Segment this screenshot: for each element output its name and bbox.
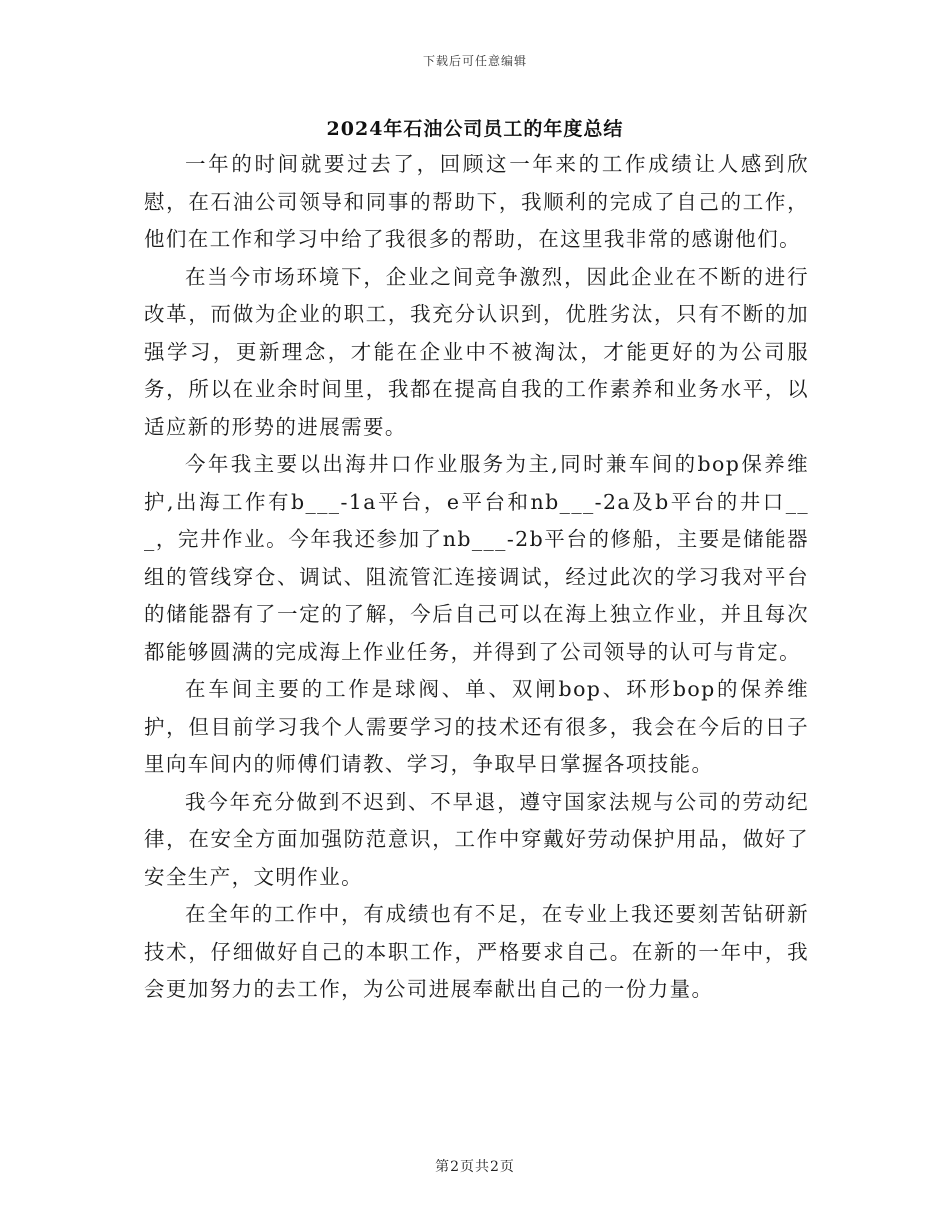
paragraph-6: 在全年的工作中，有成绩也有不足，在专业上我还要刻苦钻研新技术，仔细做好自己的本职工作，严格要求自己。在新的一年中，我会更加努力的去工作，为公司进展奉献出自己的一份力量。	[144, 902, 809, 1001]
page-indicator: 第2页共2页	[435, 1159, 515, 1175]
header-note: 下载后可任意编辑	[422, 54, 527, 68]
paragraph-5: 我今年充分做到不迟到、不早退，遵守国家法规与公司的劳动纪律，在安全方面加强防范意识，工作中穿戴好劳动保护用品，做好了安全生产，文明作业。	[144, 789, 809, 889]
document-title: 2024年石油公司员工的年度总结	[326, 118, 624, 140]
document-body	[144, 146, 809, 1009]
paragraph-3: 今年我主要以出海井口作业服务为主,同时兼车间的bop保养维护,出海工作有b___-1a平台，e平台和nb___-2a及b平台的井口___，完井作业。今年我还参加了nb___-2b平台的修船，主要是储能器组的管线穿仓、调试、阻流管汇连接调试，经过此次的学习我对平台的储能器有了一定的了解，今后自己可以在海上独立作业，并且每次都能够圆满的完成海上作业任务，并得到了公司领导的认可与肯定。	[144, 452, 809, 664]
paragraph-2: 在当今市场环境下，企业之间竞争激烈，因此企业在不断的进行改革，而做为企业的职工，我充分认识到，优胜劣汰，只有不断的加强学习，更新理念，才能在企业中不被淘汰，才能更好的为公司服务，所以在业余时间里，我都在提高自我的工作素养和业务水平，以适应新的形势的进展需要。	[144, 264, 809, 439]
paragraph-1: 一年的时间就要过去了，回顾这一年来的工作成绩让人感到欣慰，在石油公司领导和同事的帮助下，我顺利的完成了自己的工作，他们在工作和学习中给了我很多的帮助，在这里我非常的感谢他们。	[144, 152, 809, 251]
paragraph-4: 在车间主要的工作是球阀、单、双闸bop、环形bop的保养维护，但目前学习我个人需要学习的技术还有很多，我会在今后的日子里向车间内的师傅们请教、学习，争取早日掌握各项技能。	[144, 677, 809, 776]
